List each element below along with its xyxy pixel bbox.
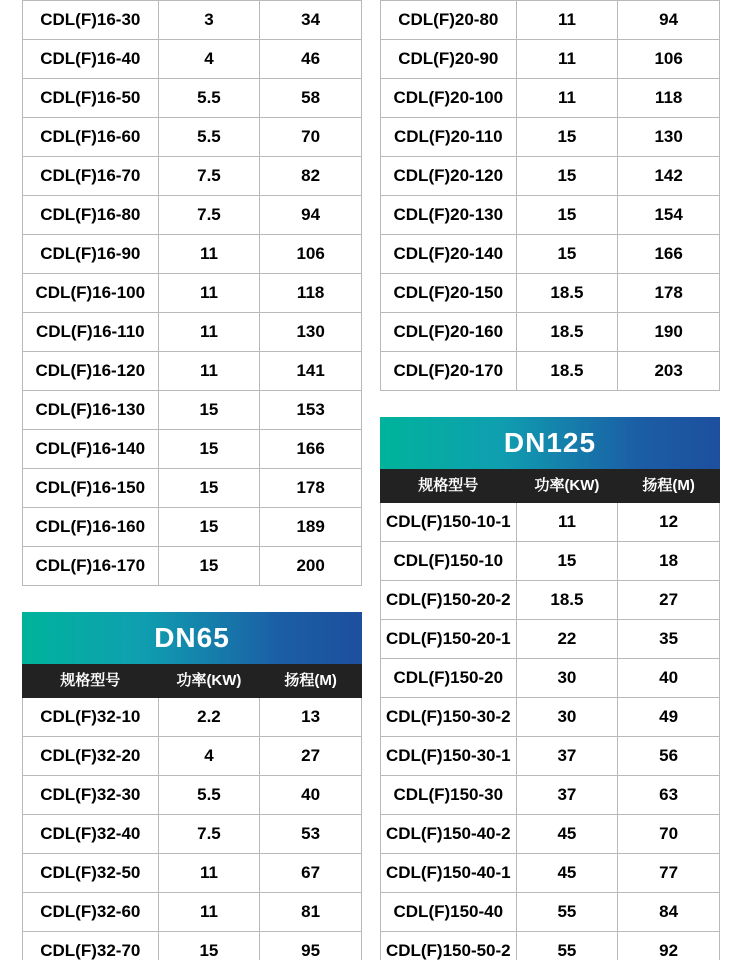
cell-head: 118: [260, 274, 362, 313]
right-column: [380, 0, 720, 960]
cell-power: 15: [158, 547, 260, 586]
table-row: [23, 508, 362, 547]
cell-head: 70: [618, 815, 720, 854]
cell-model: CDL(F)20-110: [381, 118, 517, 157]
table-row: [381, 1, 720, 40]
table-cdl20-continued: [380, 0, 720, 391]
cell-power: 15: [516, 235, 618, 274]
column-header-2: 功率(KW): [516, 470, 618, 503]
cell-model: CDL(F)150-20-1: [381, 620, 517, 659]
cell-model: CDL(F)32-30: [23, 776, 159, 815]
table-row: [23, 352, 362, 391]
table-cdl16-continued: [22, 0, 362, 586]
table-dn125: [380, 469, 720, 960]
cell-power: 4: [158, 40, 260, 79]
cell-head: 94: [618, 1, 720, 40]
cell-model: CDL(F)16-170: [23, 547, 159, 586]
table-row: [23, 157, 362, 196]
cell-model: CDL(F)16-100: [23, 274, 159, 313]
spacer: [380, 391, 720, 417]
table-row: [23, 430, 362, 469]
cell-head: 67: [260, 854, 362, 893]
table-row: [23, 698, 362, 737]
cell-head: 27: [260, 737, 362, 776]
table-row: [23, 196, 362, 235]
cell-head: 130: [260, 313, 362, 352]
cell-model: CDL(F)20-140: [381, 235, 517, 274]
cell-head: 95: [260, 932, 362, 960]
cell-power: 45: [516, 854, 618, 893]
table-row: [381, 40, 720, 79]
cell-head: 49: [618, 698, 720, 737]
cell-head: 35: [618, 620, 720, 659]
cell-model: CDL(F)16-140: [23, 430, 159, 469]
cell-model: CDL(F)32-20: [23, 737, 159, 776]
cell-model: CDL(F)20-150: [381, 274, 517, 313]
cell-model: CDL(F)32-10: [23, 698, 159, 737]
cell-head: 13: [260, 698, 362, 737]
table-row: [381, 659, 720, 698]
column-header-1: 规格型号: [23, 665, 159, 698]
cell-power: 11: [158, 235, 260, 274]
cell-power: 55: [516, 932, 618, 960]
cell-power: 15: [516, 196, 618, 235]
cell-head: 142: [618, 157, 720, 196]
cell-head: 189: [260, 508, 362, 547]
table-row: [381, 542, 720, 581]
cell-model: CDL(F)150-40-1: [381, 854, 517, 893]
cell-head: 178: [618, 274, 720, 313]
cell-head: 77: [618, 854, 720, 893]
cell-power: 15: [516, 542, 618, 581]
cell-power: 15: [516, 118, 618, 157]
cell-model: CDL(F)20-130: [381, 196, 517, 235]
cell-model: CDL(F)150-30-2: [381, 698, 517, 737]
cell-model: CDL(F)16-110: [23, 313, 159, 352]
cell-power: 11: [158, 274, 260, 313]
table-row: [381, 196, 720, 235]
table-body: [381, 503, 720, 960]
cell-model: CDL(F)20-170: [381, 352, 517, 391]
table-row: [381, 352, 720, 391]
table-header: [23, 665, 362, 698]
column-header-2: 功率(KW): [158, 665, 260, 698]
cell-model: CDL(F)16-90: [23, 235, 159, 274]
table-row: [23, 776, 362, 815]
table-row: [23, 118, 362, 157]
cell-model: CDL(F)16-160: [23, 508, 159, 547]
table-row: [381, 854, 720, 893]
table-body: [23, 698, 362, 960]
cell-model: CDL(F)20-90: [381, 40, 517, 79]
cell-model: CDL(F)150-30: [381, 776, 517, 815]
spacer: [22, 586, 362, 612]
cell-model: CDL(F)16-70: [23, 157, 159, 196]
table-body: [381, 1, 720, 391]
table-body: [23, 1, 362, 586]
table-row: [23, 854, 362, 893]
cell-model: CDL(F)150-20: [381, 659, 517, 698]
table-row: [381, 157, 720, 196]
cell-power: 11: [516, 79, 618, 118]
cell-power: 18.5: [516, 352, 618, 391]
cell-model: CDL(F)150-10-1: [381, 503, 517, 542]
table-row: [23, 274, 362, 313]
cell-model: CDL(F)16-130: [23, 391, 159, 430]
cell-power: 22: [516, 620, 618, 659]
table-row: [381, 581, 720, 620]
section-banner-dn65: DN65: [22, 612, 362, 664]
cell-power: 45: [516, 815, 618, 854]
column-header-3: 扬程(M): [618, 470, 720, 503]
table-header-row: [381, 470, 720, 503]
cell-power: 37: [516, 776, 618, 815]
cell-power: 11: [158, 893, 260, 932]
section-banner-dn125: DN125: [380, 417, 720, 469]
cell-head: 70: [260, 118, 362, 157]
cell-head: 94: [260, 196, 362, 235]
table-row: [23, 313, 362, 352]
cell-head: 141: [260, 352, 362, 391]
cell-head: 34: [260, 1, 362, 40]
cell-model: CDL(F)16-40: [23, 40, 159, 79]
cell-power: 11: [516, 503, 618, 542]
cell-power: 15: [158, 430, 260, 469]
cell-model: CDL(F)16-150: [23, 469, 159, 508]
table-row: [381, 313, 720, 352]
table-row: [23, 737, 362, 776]
cell-power: 7.5: [158, 196, 260, 235]
table-header: [381, 470, 720, 503]
cell-head: 178: [260, 469, 362, 508]
table-row: [23, 79, 362, 118]
cell-power: 5.5: [158, 79, 260, 118]
table-row: [381, 815, 720, 854]
cell-power: 55: [516, 893, 618, 932]
table-row: [381, 932, 720, 960]
cell-head: 82: [260, 157, 362, 196]
cell-head: 56: [618, 737, 720, 776]
cell-power: 15: [158, 932, 260, 960]
table-row: [23, 469, 362, 508]
table-row: [381, 776, 720, 815]
table-row: [23, 815, 362, 854]
table-row: [23, 391, 362, 430]
table-row: [23, 893, 362, 932]
cell-power: 11: [158, 352, 260, 391]
cell-model: CDL(F)32-40: [23, 815, 159, 854]
cell-head: 200: [260, 547, 362, 586]
cell-power: 30: [516, 698, 618, 737]
cell-head: 46: [260, 40, 362, 79]
cell-model: CDL(F)150-30-1: [381, 737, 517, 776]
cell-power: 18.5: [516, 313, 618, 352]
cell-head: 130: [618, 118, 720, 157]
cell-head: 153: [260, 391, 362, 430]
cell-power: 37: [516, 737, 618, 776]
table-row: [381, 620, 720, 659]
cell-head: 58: [260, 79, 362, 118]
table-row: [23, 1, 362, 40]
cell-head: 106: [618, 40, 720, 79]
cell-model: CDL(F)16-30: [23, 1, 159, 40]
table-dn65: [22, 664, 362, 960]
cell-power: 15: [158, 469, 260, 508]
cell-head: 63: [618, 776, 720, 815]
cell-head: 166: [260, 430, 362, 469]
cell-power: 18.5: [516, 581, 618, 620]
cell-model: CDL(F)150-40-2: [381, 815, 517, 854]
cell-power: 15: [158, 508, 260, 547]
cell-head: 190: [618, 313, 720, 352]
cell-head: 40: [618, 659, 720, 698]
cell-power: 7.5: [158, 815, 260, 854]
table-header-row: [23, 665, 362, 698]
cell-power: 18.5: [516, 274, 618, 313]
column-header-3: 扬程(M): [260, 665, 362, 698]
cell-power: 5.5: [158, 118, 260, 157]
table-row: [381, 235, 720, 274]
cell-model: CDL(F)20-100: [381, 79, 517, 118]
cell-power: 11: [158, 313, 260, 352]
cell-power: 5.5: [158, 776, 260, 815]
table-row: [381, 79, 720, 118]
cell-head: 27: [618, 581, 720, 620]
cell-model: CDL(F)150-20-2: [381, 581, 517, 620]
cell-head: 84: [618, 893, 720, 932]
cell-power: 11: [516, 1, 618, 40]
cell-head: 106: [260, 235, 362, 274]
cell-model: CDL(F)16-80: [23, 196, 159, 235]
cell-model: CDL(F)20-160: [381, 313, 517, 352]
cell-model: CDL(F)16-120: [23, 352, 159, 391]
cell-head: 203: [618, 352, 720, 391]
cell-power: 11: [516, 40, 618, 79]
cell-head: 118: [618, 79, 720, 118]
cell-model: CDL(F)16-50: [23, 79, 159, 118]
table-row: [381, 893, 720, 932]
cell-power: 15: [516, 157, 618, 196]
cell-model: CDL(F)150-10: [381, 542, 517, 581]
cell-model: CDL(F)32-70: [23, 932, 159, 960]
table-row: [381, 503, 720, 542]
table-row: [381, 118, 720, 157]
cell-head: 166: [618, 235, 720, 274]
cell-head: 92: [618, 932, 720, 960]
table-row: [23, 547, 362, 586]
cell-power: 7.5: [158, 157, 260, 196]
cell-head: 81: [260, 893, 362, 932]
cell-head: 18: [618, 542, 720, 581]
cell-head: 40: [260, 776, 362, 815]
table-row: [23, 235, 362, 274]
table-row: [381, 698, 720, 737]
table-row: [381, 737, 720, 776]
cell-head: 12: [618, 503, 720, 542]
table-row: [23, 40, 362, 79]
table-row: [381, 274, 720, 313]
cell-model: CDL(F)16-60: [23, 118, 159, 157]
cell-model: CDL(F)20-80: [381, 1, 517, 40]
cell-power: 11: [158, 854, 260, 893]
cell-power: 15: [158, 391, 260, 430]
column-header-1: 规格型号: [381, 470, 517, 503]
cell-model: CDL(F)150-40: [381, 893, 517, 932]
cell-head: 53: [260, 815, 362, 854]
cell-power: 30: [516, 659, 618, 698]
cell-head: 154: [618, 196, 720, 235]
cell-model: CDL(F)20-120: [381, 157, 517, 196]
cell-power: 4: [158, 737, 260, 776]
cell-power: 2.2: [158, 698, 260, 737]
cell-model: CDL(F)32-50: [23, 854, 159, 893]
cell-model: CDL(F)32-60: [23, 893, 159, 932]
left-column: [22, 0, 362, 960]
cell-model: CDL(F)150-50-2: [381, 932, 517, 960]
table-row: [23, 932, 362, 960]
cell-power: 3: [158, 1, 260, 40]
